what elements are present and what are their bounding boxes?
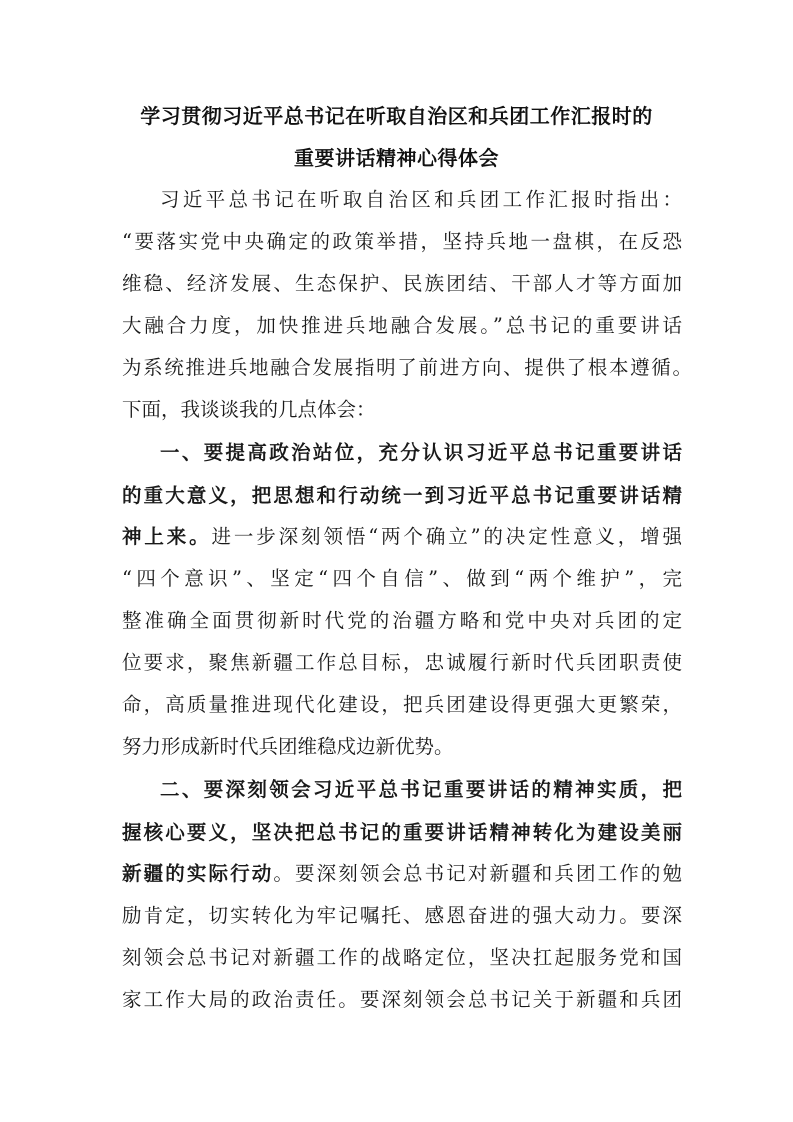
document-title-line-1: 学习贯彻习近平总书记在听取自治区和兵团工作汇报时的 (140, 104, 653, 128)
bold-heading-text: 二、要深刻领会习近平总书记重要讲话的精神实质，把 (160, 778, 682, 801)
body-text: 励肯定，切实转化为牢记嘱托、感恩奋进的强大动力。要深 (122, 904, 682, 927)
body-text: 努力形成新时代兵团维稳戍边新优势。 (122, 735, 454, 758)
document-title-line-2: 重要讲话精神心得体会 (294, 146, 499, 170)
paragraph-line (122, 980, 682, 1020)
body-text: 位要求，聚焦新疆工作总目标，忠诚履行新时代兵团职责使 (122, 651, 682, 674)
bold-heading-text: 一、要提高政治站位，充分认识习近平总书记重要讲话 (160, 441, 682, 464)
paragraph-line (122, 476, 682, 516)
body-text: “四个意识”、坚定“四个自信”、做到“两个维护”，完 (122, 567, 682, 590)
bold-heading-text: 神上来。 (122, 525, 212, 548)
body-text: 为系统推进兵地融合发展指明了前进方向、提供了根本遵循。 (122, 356, 692, 379)
paragraph-line (122, 938, 682, 978)
body-text: “要落实党中央确定的政策举措，坚持兵地一盘棋，在反恐 (122, 230, 682, 253)
bold-heading-text: 的重大意义，把思想和行动统一到习近平总书记重要讲话精 (122, 484, 682, 507)
paragraph-line (122, 854, 682, 894)
body-text: 习近平总书记在听取自治区和兵团工作汇报时指出： (160, 188, 682, 211)
body-text: 。要深刻领会总书记对新疆和兵团工作的勉 (273, 862, 682, 885)
paragraph-line (122, 264, 682, 304)
paragraph-line (122, 896, 682, 936)
paragraph-line (122, 306, 682, 346)
paragraph-line (122, 559, 682, 599)
paragraph-line (160, 180, 682, 220)
paragraph-line (160, 770, 682, 810)
paragraph-line (160, 433, 682, 473)
paragraph-line (122, 348, 692, 388)
paragraph-line (122, 390, 682, 430)
paragraph-line (122, 643, 682, 683)
body-text: 整准确全面贯彻新时代党的治疆方略和党中央对兵团的定 (122, 609, 682, 632)
paragraph-line (122, 601, 682, 641)
body-text: 大融合力度，加快推进兵地融合发展。”总书记的重要讲话 (122, 314, 682, 337)
body-text: 维稳、经济发展、生态保护、民族团结、干部人才等方面加 (122, 272, 682, 295)
body-text: 进一步深刻领悟“两个确立”的决定性意义，增强 (211, 525, 682, 548)
paragraph-line (122, 685, 682, 725)
body-text: 家工作大局的政治责任。要深刻领会总书记关于新疆和兵团 (122, 988, 682, 1011)
bold-heading-text: 握核心要义，坚决把总书记的重要讲话精神转化为建设美丽 (122, 821, 682, 844)
body-text: 刻领会总书记对新疆工作的战略定位，坚决扛起服务党和国 (122, 946, 682, 969)
body-text: 命，高质量推进现代化建设，把兵团建设得更强大更繁荣， (122, 693, 682, 716)
paragraph-line (122, 517, 682, 557)
paragraph-line (122, 222, 682, 262)
body-text: 下面，我谈谈我的几点体会： (122, 398, 376, 421)
bold-heading-text: 新疆的实际行动 (122, 862, 274, 885)
paragraph-line (122, 813, 682, 853)
paragraph-line (122, 727, 682, 767)
